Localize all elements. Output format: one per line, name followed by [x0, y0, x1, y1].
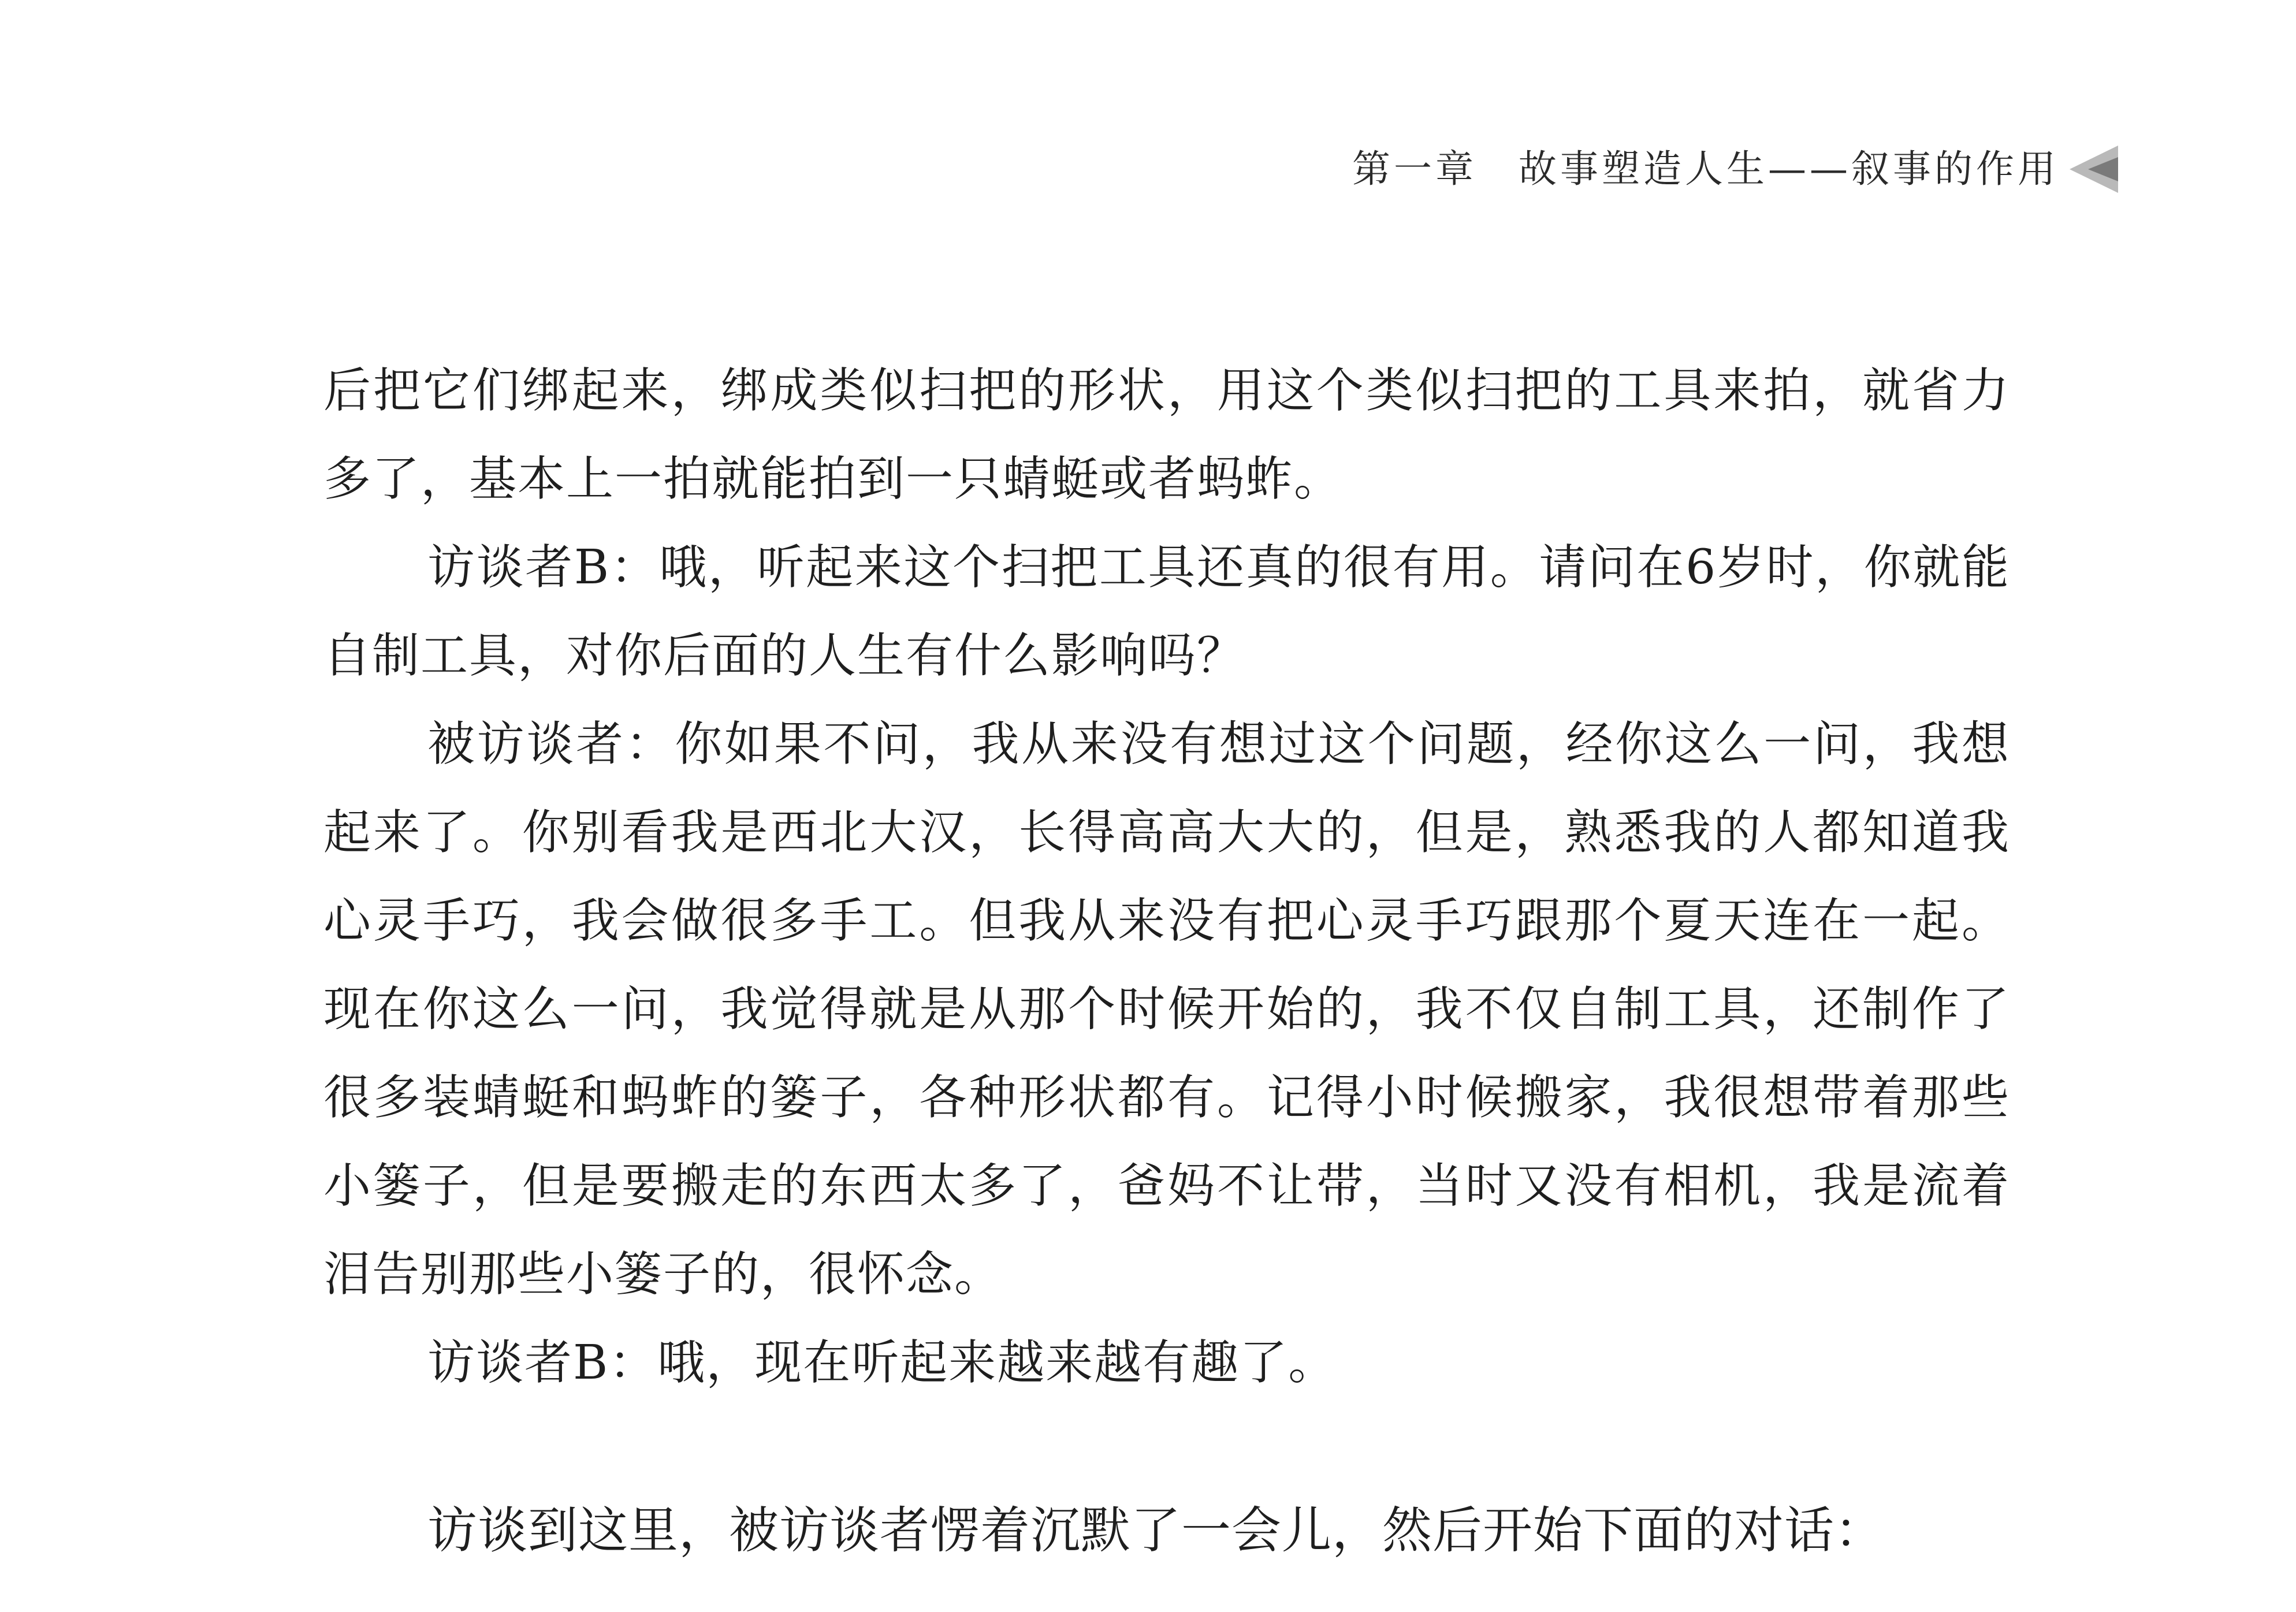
paragraph: 后把它们绑起来，绑成类似扫把的形状，用这个类似扫把的工具来拍，就省力多了，基本上一拍就能拍到一只蜻蜓或者蚂蚱。 — [323, 363, 2010, 507]
paragraph: 被访谈者：你如果不问，我从来没有想过这个问题，经你这么一问，我想起来了。你别看我是西北大汉，长得高高大大的，但是，熟悉我的人都知道我心灵手巧，我会做很多手工。但我从来没有把心灵手巧跟那个夏天连在一起。现在你这么一问，我觉得就是从那个时候开始的，我不仅自制工具，还制作了很多装蜻蜓和蚂蚱的篓子，各种形状都有。记得小时候搬家，我很想带着那些小篓子，但是要搬走的东西太多了，爸妈不让带，当时又没有相机，我是流着泪告别那些小篓子的，很怀念。 — [323, 717, 2010, 1302]
paragraph: 访谈者B：哦，现在听起来越来越有趣了。 — [427, 1335, 1337, 1390]
paragraph: 访谈者B：哦，听起来这个扫把工具还真的很有用。请问在6岁时，你就能自制工具，对你后面的人生有什么影响吗？ — [323, 540, 2010, 683]
closing-line: 访谈到这里，被访谈者愣着沉默了一会儿，然后开始下面的对话： — [427, 1502, 1885, 1559]
left-triangle-icon — [2065, 143, 2120, 195]
body-text — [323, 347, 2010, 1407]
running-header — [1248, 137, 2114, 201]
chapter-title: 第一章 故事塑造人生——叙事的作用 — [1352, 147, 2059, 191]
